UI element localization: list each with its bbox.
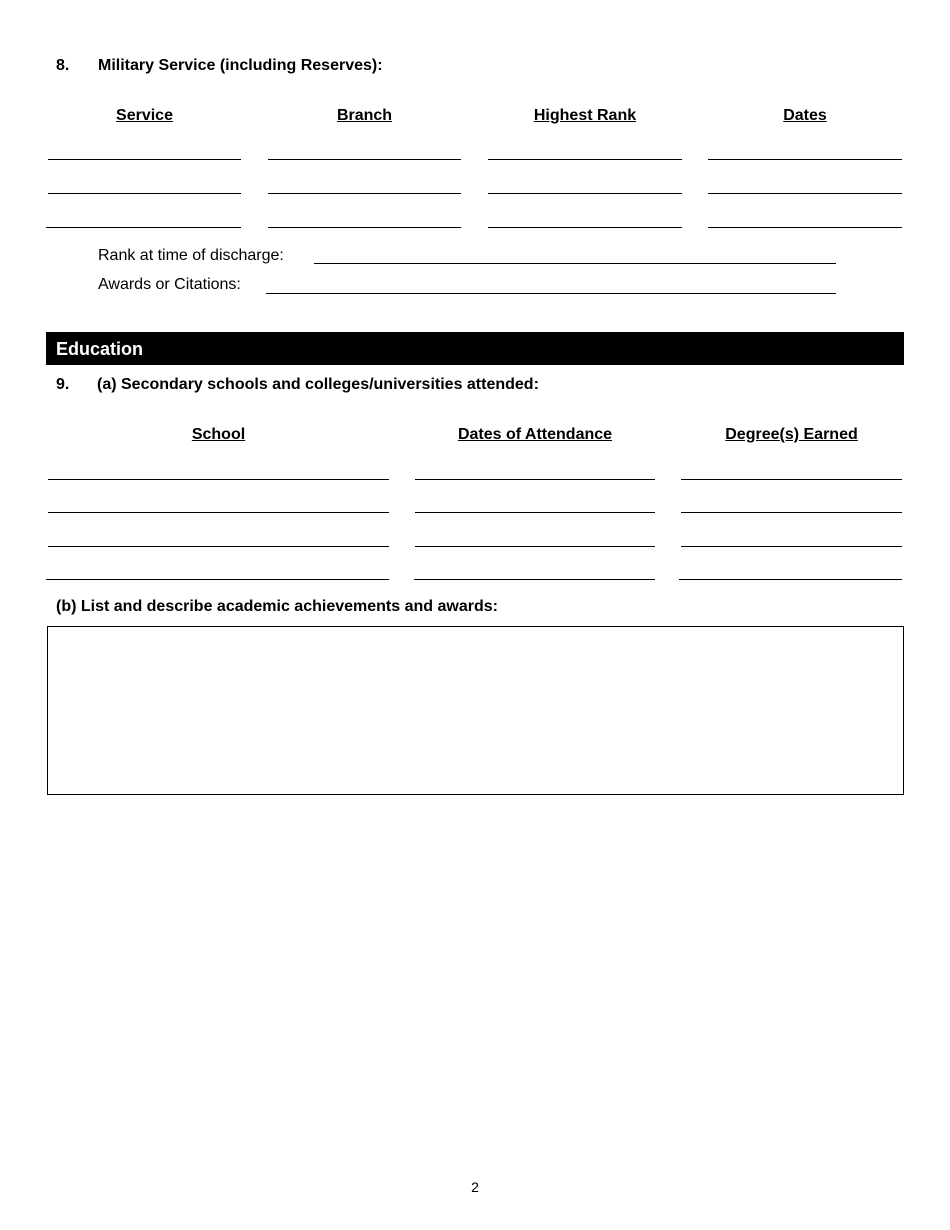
awards-citations-field[interactable] xyxy=(266,293,836,294)
military-service-heading: Military Service (including Reserves): xyxy=(98,57,383,74)
dates-line-3[interactable] xyxy=(708,227,902,228)
school-line-1[interactable] xyxy=(48,479,389,480)
rank-at-discharge-field[interactable] xyxy=(314,263,836,264)
degree-line-4[interactable] xyxy=(679,579,902,580)
dates-line-1[interactable] xyxy=(708,159,902,160)
highest-rank-line-2[interactable] xyxy=(488,193,682,194)
school-line-3[interactable] xyxy=(48,546,389,547)
education-section-bar xyxy=(46,332,904,365)
awards-citations-label: Awards or Citations: xyxy=(98,276,241,293)
service-line-1[interactable] xyxy=(48,159,241,160)
col-header-service: Service xyxy=(116,107,173,124)
education-section-title: Education xyxy=(56,339,144,359)
degree-line-2[interactable] xyxy=(681,512,902,513)
schools-attended-heading: (a) Secondary schools and colleges/universities attended: xyxy=(97,376,539,393)
attendance-line-2[interactable] xyxy=(415,512,655,513)
question-9-number: 9. xyxy=(56,376,70,393)
service-line-3[interactable] xyxy=(46,227,241,228)
degree-line-3[interactable] xyxy=(681,546,902,547)
attendance-line-3[interactable] xyxy=(415,546,655,547)
dates-line-2[interactable] xyxy=(708,193,902,194)
academic-achievements-textbox[interactable] xyxy=(47,626,904,795)
branch-line-1[interactable] xyxy=(268,159,461,160)
school-line-4[interactable] xyxy=(46,579,389,580)
col-header-school: School xyxy=(191,426,246,443)
attendance-line-4[interactable] xyxy=(414,579,655,580)
col-header-dates-of-attendance: Dates of Attendance xyxy=(457,426,613,443)
academic-achievements-heading: (b) List and describe academic achievements and awards: xyxy=(56,598,498,615)
col-header-dates: Dates xyxy=(783,107,827,124)
col-header-degrees-earned: Degree(s) Earned xyxy=(725,426,858,443)
branch-line-3[interactable] xyxy=(268,227,461,228)
highest-rank-line-1[interactable] xyxy=(488,159,682,160)
service-line-2[interactable] xyxy=(48,193,241,194)
page-number: 2 xyxy=(471,1179,479,1195)
highest-rank-line-3[interactable] xyxy=(488,227,682,228)
school-line-2[interactable] xyxy=(48,512,389,513)
rank-at-discharge-label: Rank at time of discharge: xyxy=(98,247,284,264)
attendance-line-1[interactable] xyxy=(415,479,655,480)
col-header-branch: Branch xyxy=(336,107,393,124)
col-header-highest-rank: Highest Rank xyxy=(533,107,637,124)
degree-line-1[interactable] xyxy=(681,479,902,480)
branch-line-2[interactable] xyxy=(268,193,461,194)
question-8-number: 8. xyxy=(56,57,70,74)
